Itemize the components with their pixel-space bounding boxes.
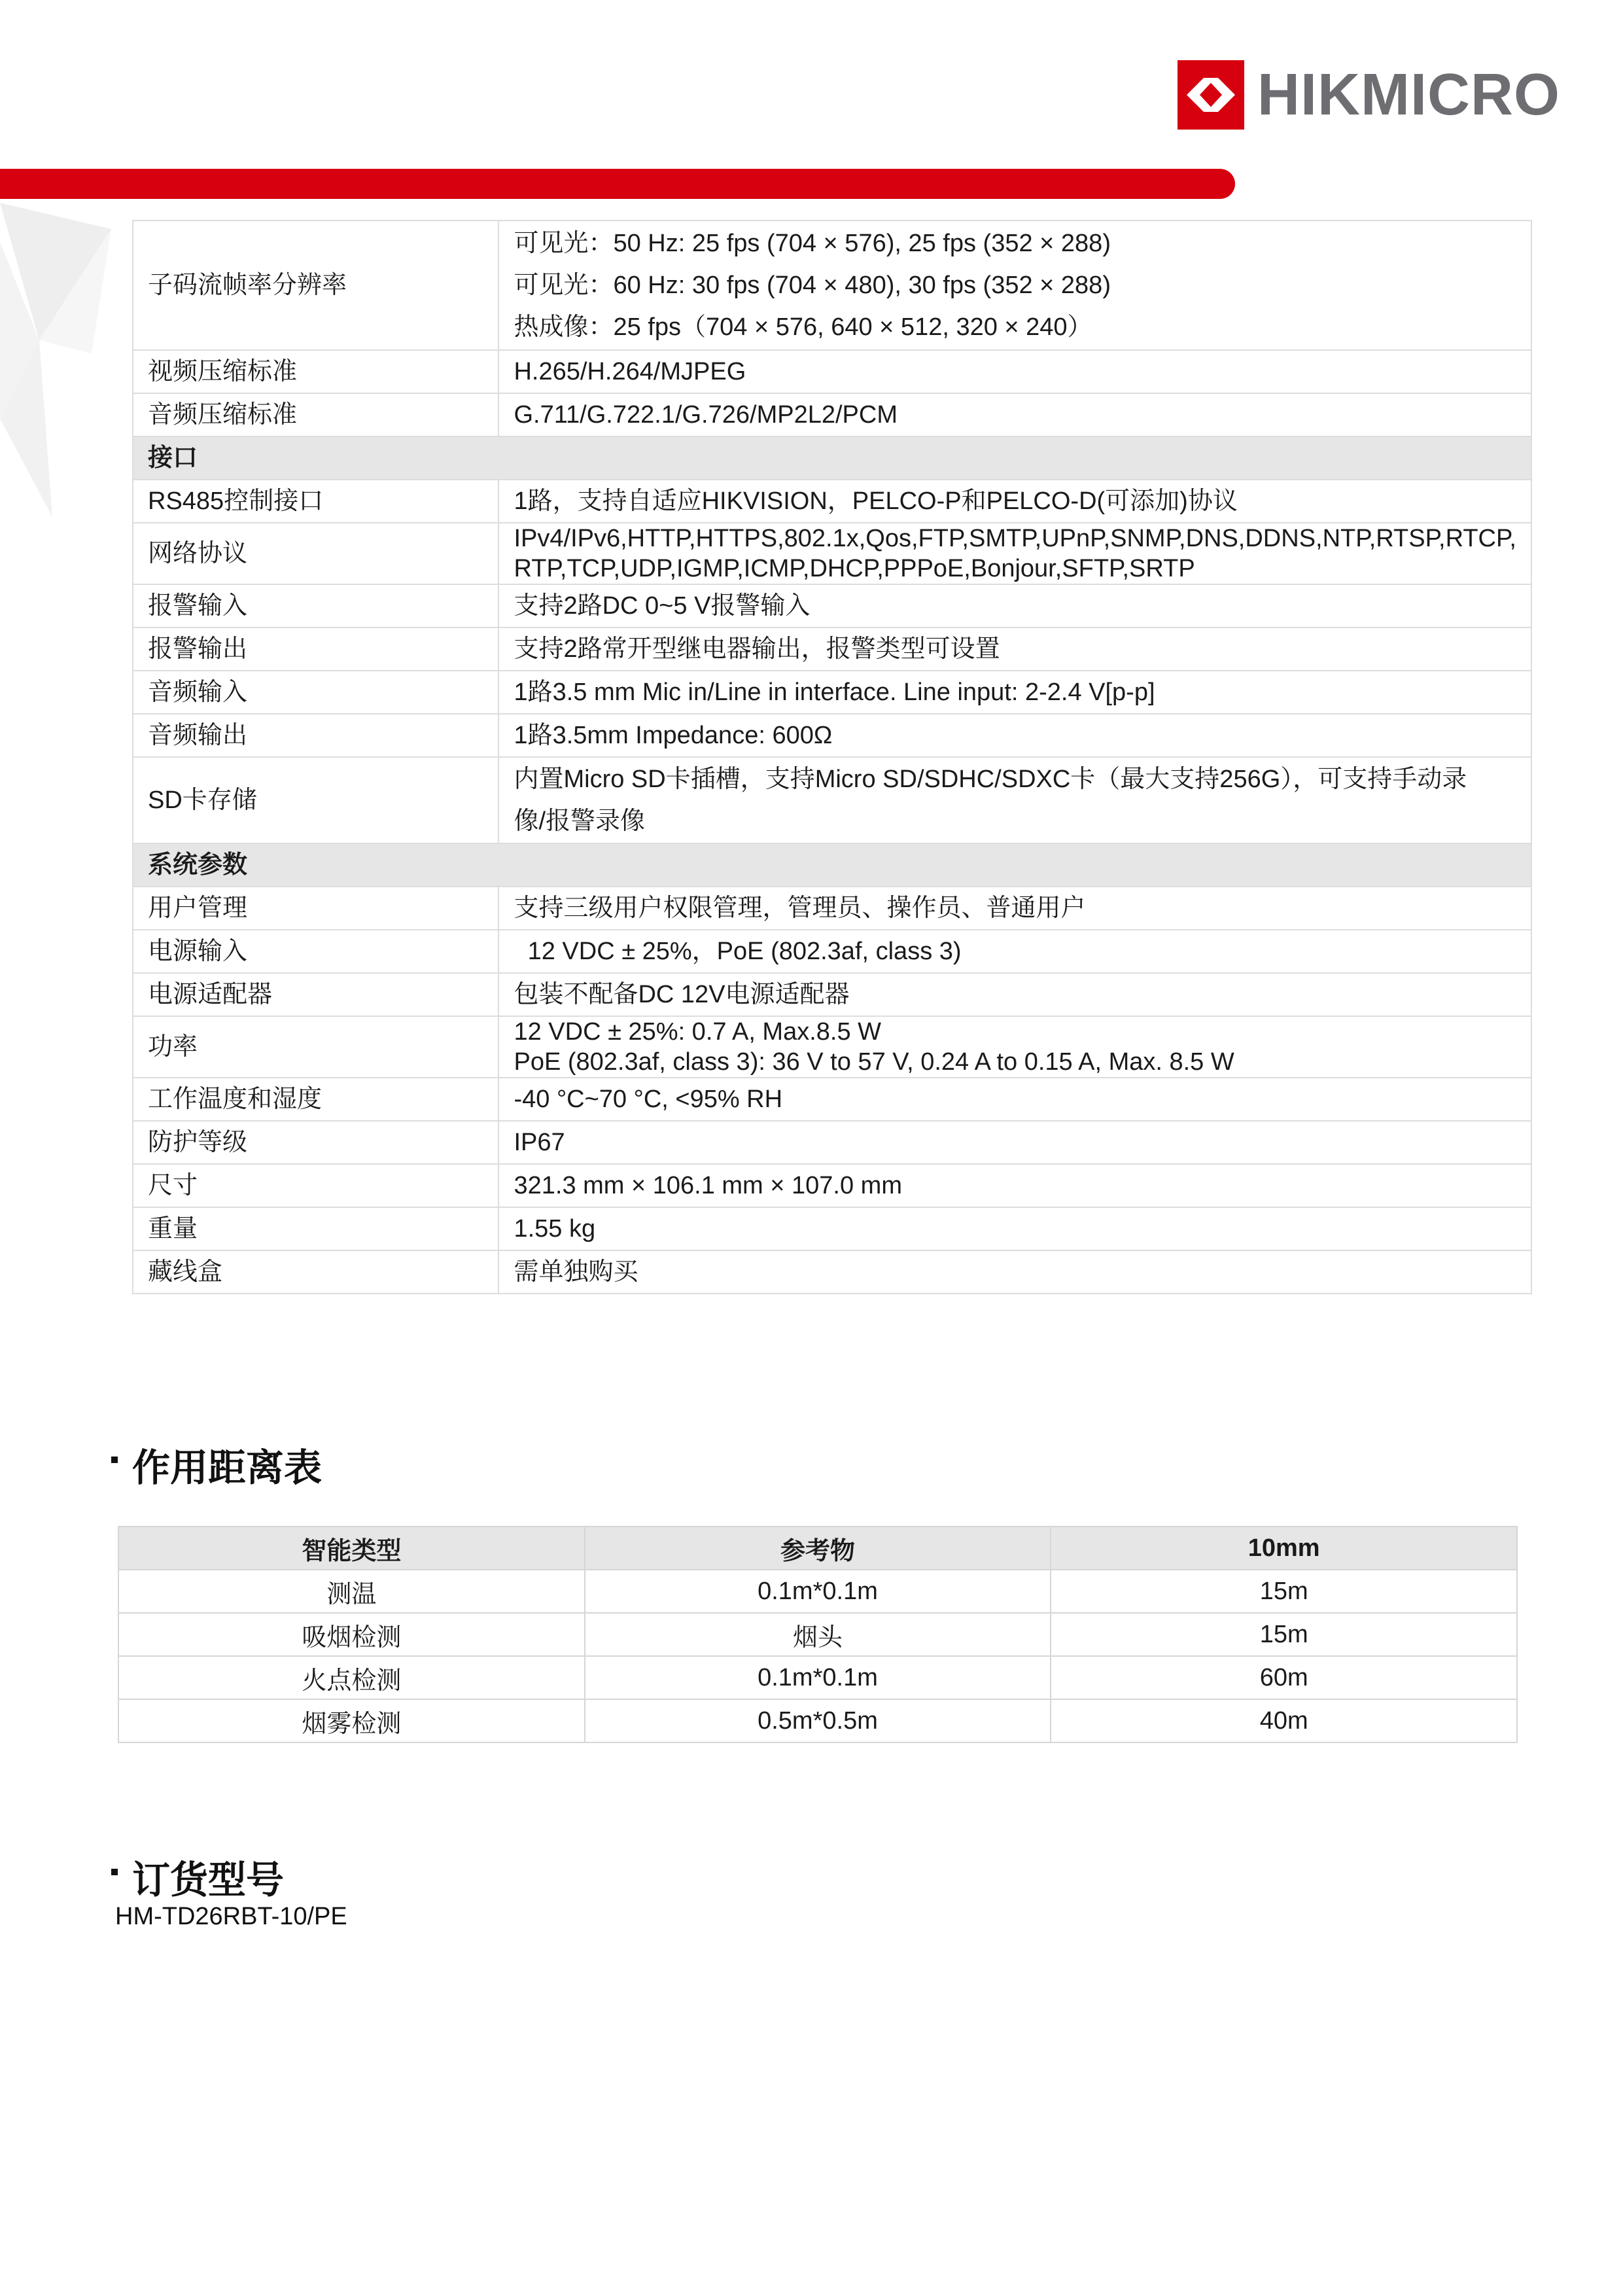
spec-key: 报警输入 [133,584,498,627]
spec-value-line: IPv4/IPv6,HTTP,HTTPS,802.1x,Qos,FTP,SMTP,UPnP,SNMP,DNS,DDNS,NTP,RTSP,RTCP, [514,525,1516,552]
spec-value [498,350,1531,393]
range-cell: 烟雾检测 [118,1699,585,1742]
spec-value [498,757,1531,843]
table-row [133,671,1531,714]
spec-value-line: 1路3.5mm Impedance: 600Ω [514,722,833,749]
spec-value [498,1164,1531,1207]
table-row [133,757,1531,843]
table-row [133,1207,1531,1250]
spec-value-line: RTP,TCP,UDP,IGMP,ICMP,DHCP,PPPoE,Bonjour,SFTP,SRTP [514,555,1195,582]
spec-key: SD卡存储 [133,757,498,843]
range-header-reference: 参考物 [585,1527,1051,1570]
range-cell: 60m [1051,1656,1517,1699]
spec-section-title: 系统参数 [133,843,1531,887]
spec-value-line: 包装不配备DC 12V电源适配器 [514,981,850,1008]
brand-name: HIKMICRO [1257,62,1560,128]
range-cell: 15m [1051,1613,1517,1656]
range-cell: 火点检测 [118,1656,585,1699]
table-row [133,887,1531,930]
table-row [133,1250,1531,1294]
spec-key: RS485控制接口 [133,480,498,523]
range-header-lens: 10mm [1051,1527,1517,1570]
spec-value-line: IP67 [514,1129,565,1156]
table-row [133,221,1531,350]
spec-key: 音频压缩标准 [133,393,498,436]
range-cell: 测温 [118,1570,585,1613]
spec-key: 视频压缩标准 [133,350,498,393]
table-row [133,393,1531,436]
spec-key: 防护等级 [133,1121,498,1164]
spec-value [498,393,1531,436]
spec-value-line: 1.55 kg [514,1215,596,1243]
brand-logo [1178,59,1560,131]
hikmicro-logo-icon [1178,60,1244,130]
table-row [133,350,1531,393]
spec-key: 功率 [133,1016,498,1078]
spec-key: 用户管理 [133,887,498,930]
order-model-number: HM-TD26RBT-10/PE [115,1903,347,1930]
spec-table [132,220,1532,1294]
spec-value-line: 1路3.5 mm Mic in/Line in interface. Line input: 2-2.4 V[p-p] [514,679,1155,706]
spec-value [498,523,1531,584]
spec-value-line: 热成像：25 fps（704 × 576, 640 × 512, 320 × 240） [514,313,1092,341]
spec-value-line: PoE (802.3af, class 3): 36 V to 57 V, 0.24 A to 0.15 A, Max. 8.5 W [514,1048,1234,1076]
order-section-title: 订货型号 [132,1859,285,1901]
spec-key: 藏线盒 [133,1250,498,1294]
spec-value-line: 支持三级用户权限管理，管理员、操作员、普通用户 [514,894,1086,922]
spec-value [498,627,1531,671]
table-row [133,714,1531,757]
spec-key: 工作温度和湿度 [133,1078,498,1121]
spec-key: 电源输入 [133,930,498,973]
spec-value-line: 支持2路DC 0~5 V报警输入 [514,592,811,620]
table-row [133,930,1531,973]
bullet-dot [111,1869,118,1875]
header-accent-bar [0,169,1235,199]
range-cell: 0.1m*0.1m [585,1656,1051,1699]
spec-value-line: 支持2路常开型继电器输出，报警类型可设置 [514,635,1000,663]
spec-value-line: G.711/G.722.1/G.726/MP2L2/PCM [514,401,898,429]
table-row [133,584,1531,627]
table-row [118,1613,1517,1656]
bullet-dot [111,1457,118,1463]
table-row [133,1121,1531,1164]
spec-key: 电源适配器 [133,973,498,1016]
spec-value [498,480,1531,523]
range-cell: 15m [1051,1570,1517,1613]
spec-value [498,1207,1531,1250]
spec-value [498,714,1531,757]
spec-value [498,221,1531,350]
range-table [118,1526,1518,1743]
range-section-heading [111,1437,322,1492]
order-section-heading [111,1849,284,1904]
table-row [133,973,1531,1016]
spec-value [498,671,1531,714]
table-row [118,1699,1517,1742]
spec-value [498,1078,1531,1121]
range-cell: 0.1m*0.1m [585,1570,1051,1613]
spec-value-line: 可见光：50 Hz: 25 fps (704 × 576), 25 fps (352 × 288) [514,230,1111,257]
spec-value-line: 需单独购买 [514,1258,638,1286]
table-row [118,1656,1517,1699]
spec-value-line: 像/报警录像 [514,807,646,835]
spec-key: 网络协议 [133,523,498,584]
table-row [133,480,1531,523]
spec-section-title: 接口 [133,436,1531,480]
table-row [133,627,1531,671]
table-row [133,523,1531,584]
spec-value-line: 可见光：60 Hz: 30 fps (704 × 480), 30 fps (352 × 288) [514,272,1111,299]
spec-key: 尺寸 [133,1164,498,1207]
spec-value-line: -40 °C~70 °C, <95% RH [514,1086,783,1113]
spec-value [498,930,1531,973]
range-cell: 40m [1051,1699,1517,1742]
table-row [118,1570,1517,1613]
spec-value [498,584,1531,627]
spec-key: 重量 [133,1207,498,1250]
range-header-type: 智能类型 [118,1527,585,1570]
spec-value-line: 12 VDC ± 25%，PoE (802.3af, class 3) [514,938,962,965]
spec-value [498,887,1531,930]
spec-value [498,1121,1531,1164]
spec-key: 子码流帧率分辨率 [133,221,498,350]
decorative-shapes [0,203,118,530]
spec-section-row [133,436,1531,480]
spec-key: 报警输出 [133,627,498,671]
spec-value [498,1016,1531,1078]
table-row [133,1164,1531,1207]
spec-value [498,973,1531,1016]
spec-value-line: 1路，支持自适应HIKVISION，PELCO-P和PELCO-D(可添加)协议 [514,487,1238,515]
spec-key: 音频输出 [133,714,498,757]
spec-value-line: 12 VDC ± 25%: 0.7 A, Max.8.5 W [514,1018,882,1046]
range-section-title: 作用距离表 [132,1447,323,1489]
table-row [133,1016,1531,1078]
range-cell: 吸烟检测 [118,1613,585,1656]
spec-value-line: 321.3 mm × 106.1 mm × 107.0 mm [514,1172,902,1199]
range-cell: 0.5m*0.5m [585,1699,1051,1742]
table-row [133,1078,1531,1121]
spec-key: 音频输入 [133,671,498,714]
range-cell: 烟头 [585,1613,1051,1656]
range-table-header-row [118,1527,1517,1570]
spec-section-row [133,843,1531,887]
spec-value-line: H.265/H.264/MJPEG [514,358,746,385]
spec-value-line: 内置Micro SD卡插槽，支持Micro SD/SDHC/SDXC卡（最大支持256G），可支持手动录 [514,766,1467,793]
spec-value [498,1250,1531,1294]
